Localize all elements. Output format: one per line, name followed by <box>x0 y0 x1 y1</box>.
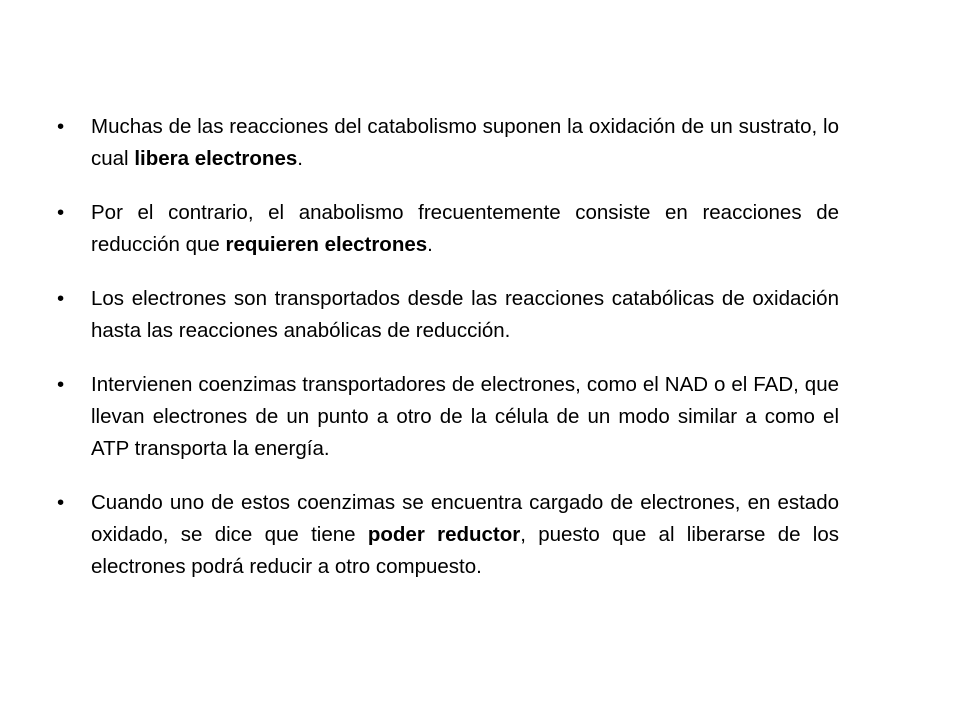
bullet-text-segment: Los electrones son transportados desde las reacciones catabólicas de oxidación hasta las reacciones anabólicas de reducción. <box>91 287 839 342</box>
bullet-text <box>91 287 839 342</box>
bullet-dot-icon: • <box>57 115 65 138</box>
bullet-text-emphasis: libera electrones <box>134 147 298 170</box>
bullet-text-segment: , puesto que al liberarse de los electrones podrá reducir a otro compuesto. <box>91 523 839 578</box>
bullet-text <box>91 115 839 170</box>
bullet-text-emphasis: poder reductor <box>367 523 521 546</box>
bullet-item <box>57 111 839 175</box>
bullet-item <box>57 283 839 347</box>
bullet-text-segment: Intervienen coenzimas transportadores de electrones, como el NAD o el FAD, que llevan electrones de un punto a otro de la célula de un modo similar a como el ATP transporta la energía. <box>91 373 839 460</box>
bullet-list <box>57 111 839 583</box>
bullet-text <box>91 201 839 256</box>
bullet-item <box>57 369 839 465</box>
bullet-dot-icon: • <box>57 491 65 514</box>
bullet-text-segment: Muchas de las reacciones del catabolismo suponen la oxidación de un sustrato, lo cual <box>91 115 839 170</box>
bullet-text-segment: . <box>427 233 433 256</box>
bullet-dot-icon: • <box>57 287 65 310</box>
bullet-text <box>91 491 839 578</box>
bullet-text-segment: . <box>297 147 303 170</box>
bullet-item <box>57 197 839 261</box>
bullet-text-segment: Por el contrario, el anabolismo frecuentemente consiste en reacciones de reducción que <box>91 201 839 256</box>
bullet-dot-icon: • <box>57 373 65 396</box>
bullet-item <box>57 487 839 583</box>
bullet-text-emphasis: requieren electrones <box>225 233 428 256</box>
bullet-text <box>91 373 839 460</box>
bullet-text-segment: Cuando uno de estos coenzimas se encuentra cargado de electrones, en estado oxidado, se dice que tiene <box>91 491 839 546</box>
bullet-dot-icon: • <box>57 201 65 224</box>
